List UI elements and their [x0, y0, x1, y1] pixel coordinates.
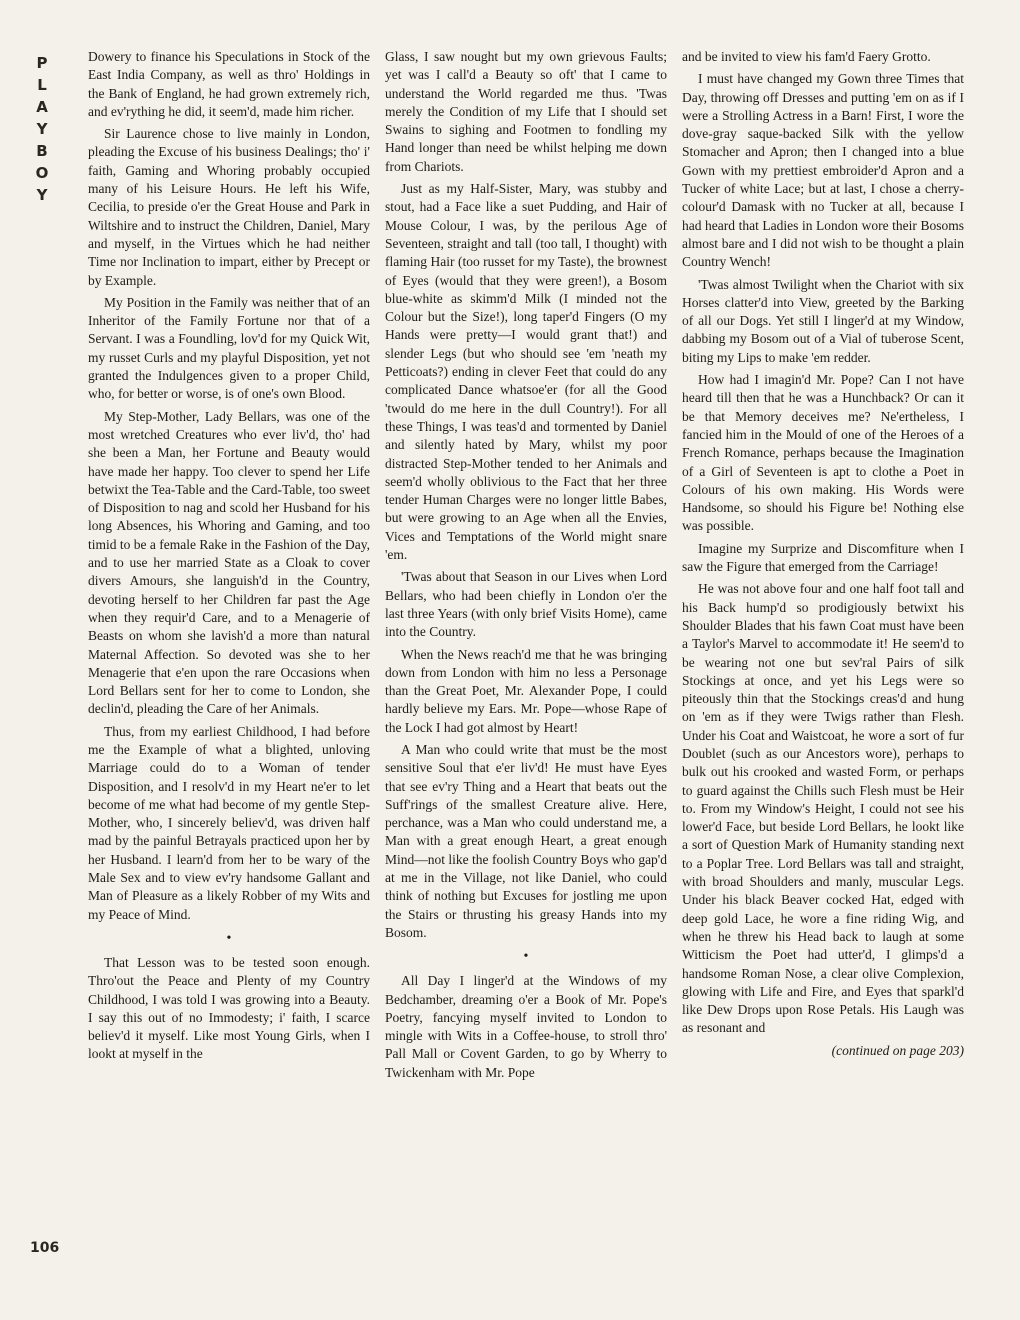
paragraph: That Lesson was to be tested soon enough. Thro'out the Peace and Plenty of my Country Childhood, I was told I was growing into a Beauty. I say this out of no Immodesty; i' faith, I scarce believ'd it myself. Like most Young Girls, when I lookt at myself in the	[88, 954, 370, 1062]
paragraph: Thus, from my earliest Childhood, I had before me the Example of what a blighted, unloving Marriage could do to a Woman of tender Disposition, and I resolv'd in my Heart ne'er to let become of me what had become of my gentle Step-Mother, who, I sincerely believ'd, was driven half mad by the painful Betrayals practiced upon her by her Husband. I learn'd from her to be wary of the Male Sex and to view ev'ry handsome Gallant and Man of Pleasure as a likely Robber of my Wits and my Peace of Mind.	[88, 723, 370, 922]
masthead-letter: A	[36, 98, 48, 116]
continued-note: (continued on page 203)	[831, 1042, 964, 1058]
text-column-3	[682, 48, 964, 1278]
paragraph: My Position in the Family was neither that of an Inheritor of the Family Fortune nor that of a Servant. I was a Foundling, lov'd for my Quick Wit, my russet Curls and my playful Disposition, yet not granted the Indulgences given to a proper Child, who, for better or worse, is of one's own Blood.	[88, 294, 370, 402]
page-number: 106	[30, 1240, 60, 1256]
paragraph: 'Twas about that Season in our Lives when Lord Bellars, who had been chiefly in London o'er the last three Years (with only brief Visits Home), came into the Country.	[385, 569, 667, 640]
masthead-letter: Y	[36, 186, 48, 204]
paragraph: A Man who could write that must be the most sensitive Soul that e'er liv'd! He must have Eyes that see ev'ry Thing and a Heart that beats out the Suff'rings of the smallest Creature alive. Here, perchance, was a Man who could understand me, a Man with a great enough Heart, a great enough Mind—not like the foolish Country Boys who gap'd at me in the Village, not like Daniel, who could think of nothing but Excuses for jostling me upon the Stairs or thrusting his greasy Hands into my Bosom.	[385, 741, 667, 940]
text-column-2	[385, 48, 667, 1278]
text-column-1	[88, 48, 370, 1278]
masthead-letter: O	[35, 164, 49, 182]
paragraph: When the News reach'd me that he was bringing down from London with him no less a Personage than the Great Poet, Mr. Alexander Pope, I could hardly believe my Ears. Mr. Pope—whose Rape of the Lock I had got almost by Heart!	[385, 646, 667, 735]
masthead-letter: B	[36, 142, 48, 160]
paragraph: Dowery to finance his Speculations in Stock of the East India Company, as well as thro' Holdings in the Bank of England, he had grown extremely rich, and ev'rything he did, it seem'd, made him richer.	[88, 49, 370, 119]
paragraph: Just as my Half-Sister, Mary, was stubby and stout, had a Face like a suet Pudding, and Hair of Mouse Colour, I was, by the perilous Age of Seventeen, straight and tall (too tall, I thought) with flaming Hair (too russet for my Taste), the brownest of Eyes (would that they were green!), a Bosom blue-white as skimm'd Milk (I minded not the Colour but the Size!), long taper'd Fingers (O my Hands were pretty—I would grant that!) and slender Legs (but who should see 'em 'neath my Petticoats?) ending in clever Feet that could do any complicated Dance whatsoe'er (for all the Good 'twould do me here in the dull Country!). For all these Things, I was teas'd and tormented by Daniel and silently hated by Mary, whilst my poor distracted Step-Mother tended to her Animals and seem'd wholly oblivious to the Fact that her three tender Human Charges were no longer little Babes, but were growing to an Age when all the Envies, Vices and Temptations of the World might snare 'em.	[385, 181, 667, 563]
paragraph: All Day I linger'd at the Windows of my Bedchamber, dreaming o'er a Book of Mr. Pope's Poetry, fancying myself invited to London to mingle with Wits in a Coffee-house, to stroll thro' Pall Mall or Covent Garden, to go by Wherry to Twickenham with Mr. Pope	[385, 973, 667, 1080]
paragraph: How had I imagin'd Mr. Pope? Can I not have heard till then that he was a Hunchback? Or can it be that Memory deceives me? Ne'ertheless, I fancied him in the Mould of one of the Heroes of a French Romance, perhaps because the Imagination of a Girl of Seventeen is apt to clothe a Poet in Colours of his own making. His Words were Handsome, so should his Figure be! Nothing else was possible.	[682, 372, 964, 534]
masthead-letter: P	[36, 54, 48, 72]
paragraph: He was not above four and one half foot tall and his Back hump'd so prodigiously betwixt his Shoulder Blades that his fawn Coat must have been a Taylor's Marvel to accommodate it! He seem'd to be wearing not one but sev'ral Pairs of silk Stockings at once, and yet his Legs were so piteously thin that the Stockings creas'd and hung on 'em as if they were Twigs rather than Flesh. Under his Coat and Waistcoat, he wore a sort of fur Doublet (such as our Ancestors wore), perhaps to bulk out his crooked and wasted Form, or perhaps to guard against the Chills such Flesh must be Heir to. From my Window's Height, I could not see his lower'd Face, but beside Lord Bellars, he lookt like a sort of Question Mark of Humanity standing next to a Poplar Tree. Lord Bellars was tall and straight, with broad Shoulders and manly, muscular Legs. Under his black Beaver cocked Hat, edged with deep gold Lace, he wore a fine riding Wig, and when he threw his Head back to laugh at some Witticism the Poet had utter'd, I glimps'd a handsome Roman Nose, a clear olive Complexion, glowing with Life and Fire, and Eyes that sparkl'd like Dew Drops upon Rose Petals. His Laugh was as resonant and	[682, 581, 964, 1036]
masthead-letter: L	[37, 76, 47, 94]
paragraph: Imagine my Surprize and Discomfiture when I saw the Figure that emerged from the Carriage!	[682, 540, 964, 575]
section-break-dot: •	[226, 930, 232, 946]
section-break-dot: •	[523, 949, 529, 965]
masthead	[30, 52, 54, 206]
paragraph: Sir Laurence chose to live mainly in London, pleading the Excuse of his business Dealings; tho' i' faith, Gaming and Whoring probably occupied many of his Leisure Hours. He left his Wife, Cecilia, to preside o'er the Great House and Park in Wiltshire and to instruct the Children, Daniel, Mary and myself, in the Virtues which he had neither Time nor Inclination to impart, either by Precept or by Example.	[88, 126, 370, 288]
paragraph: Glass, I saw nought but my own grievous Faults; yet was I call'd a Beauty so oft' that I came to understand the World regarded me thus. 'Twas merely the Condition of my Life that I should set Swains to sighing and Footmen to fondling my Hand longer than need be whilst helping me down from Chariots.	[385, 49, 667, 174]
paragraph: I must have changed my Gown three Times that Day, throwing off Dresses and putting 'em on as if I were a Strolling Actress in a Barn! First, I wore the dove-gray saque-backed Silk with the yellow Stomacher and Apron; then I changed into a blue Gown with my prettiest embroider'd Apron and a Tucker of white Lace; but at last, I chose a cherry-colour'd Damask with no Tucker at all, because I had heard that Ladies in London wore their Bosoms almost bare and I did not wish to be thought a plain Country Wench!	[682, 71, 964, 270]
paragraph: and be invited to view his fam'd Faery Grotto.	[682, 49, 931, 64]
paragraph: My Step-Mother, Lady Bellars, was one of the most wretched Creatures who ever liv'd, tho' had she been a Man, her Fortune and Beauty would have made her happy. Too clever to spend her Life betwixt the Tea-Table and the Card-Table, too sweet of Disposition to nag and scold her Husband for his long Absences, his Whoring and Gaming, and too timid to be a female Rake in the Fashion of the Day, and to use her married State as a Cloak to cover divers Amours, she languish'd in the Country, devoting herself to her Children far past the Age when they requir'd Care, and to a Menagerie of Beasts on whom she lavish'd a more than natural Maternal Affection. So devoted was she to her Menagerie that e'en upon the rare Occasions when Lord Bellars sent for her to come to London, she declin'd, pleading the Care of her Animals.	[88, 408, 370, 717]
paragraph: 'Twas almost Twilight when the Chariot with six Horses clatter'd into View, greeted by the Barking of all our Dogs. Yet still I linger'd at my Window, dabbing my Bosom out of a Vial of tuberose Scent, biting my Lips to make 'em redder.	[682, 276, 964, 365]
masthead-letter: Y	[36, 120, 48, 138]
